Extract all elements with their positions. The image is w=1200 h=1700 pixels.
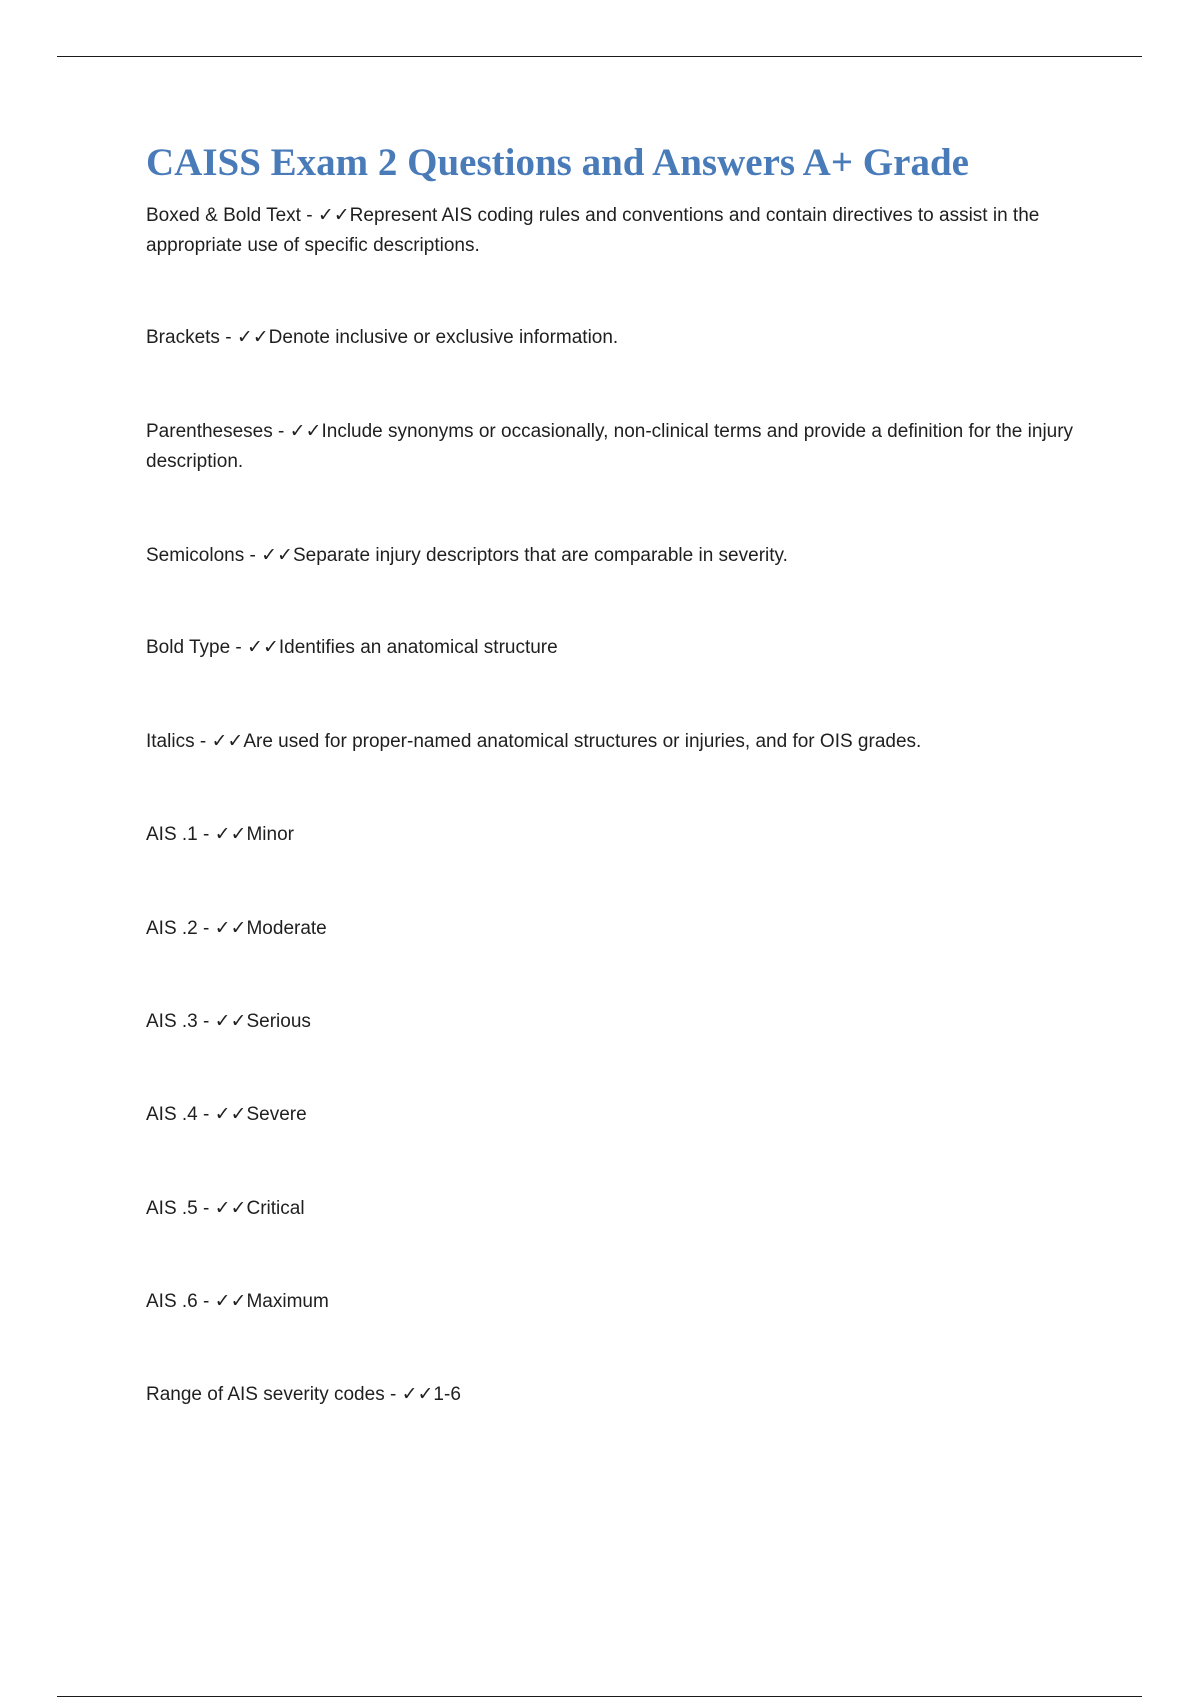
qa-answer: Separate injury descriptors that are comparable in severity. xyxy=(292,544,788,566)
qa-answer: 1-6 xyxy=(433,1383,461,1405)
qa-term: Range of AIS severity codes xyxy=(146,1383,385,1405)
qa-item xyxy=(146,417,1091,477)
checkmark-icon: ✓✓ xyxy=(214,1197,247,1219)
qa-term: AIS .1 xyxy=(146,823,198,845)
checkmark-icon: ✓✓ xyxy=(401,1383,434,1405)
qa-separator: - xyxy=(197,823,215,845)
qa-separator: - xyxy=(194,730,212,752)
qa-separator: - xyxy=(300,204,318,226)
qa-answer: Severe xyxy=(246,1103,307,1125)
footer-rule xyxy=(57,1696,1142,1697)
document-body xyxy=(146,140,1091,1410)
qa-item xyxy=(146,1380,1091,1410)
qa-item xyxy=(146,820,1091,850)
qa-item xyxy=(146,1007,1091,1037)
qa-separator: - xyxy=(197,1197,215,1219)
qa-separator: - xyxy=(197,1010,215,1032)
qa-list xyxy=(146,201,1091,1410)
qa-item xyxy=(146,914,1091,944)
qa-item xyxy=(146,201,1091,261)
checkmark-icon: ✓✓ xyxy=(247,636,279,658)
checkmark-icon: ✓✓ xyxy=(214,1103,247,1125)
qa-term: AIS .6 xyxy=(146,1290,198,1312)
qa-separator: - xyxy=(272,420,290,442)
qa-term: AIS .4 xyxy=(146,1103,198,1125)
qa-separator: - xyxy=(197,917,215,939)
qa-answer: Identifies an anatomical structure xyxy=(278,636,558,658)
qa-answer: Are used for proper-named anatomical structures or injuries, and for OIS grades. xyxy=(243,730,922,752)
checkmark-icon: ✓✓ xyxy=(214,823,247,845)
qa-separator: - xyxy=(197,1290,215,1312)
qa-item xyxy=(146,1287,1091,1317)
qa-separator: - xyxy=(384,1383,402,1405)
qa-answer: Maximum xyxy=(246,1290,329,1312)
qa-answer: Serious xyxy=(246,1010,311,1032)
checkmark-icon: ✓✓ xyxy=(236,326,269,348)
qa-separator: - xyxy=(244,544,262,566)
checkmark-icon: ✓✓ xyxy=(214,1010,247,1032)
qa-term: AIS .3 xyxy=(146,1010,198,1032)
header-rule xyxy=(57,56,1142,57)
checkmark-icon: ✓✓ xyxy=(317,204,350,226)
qa-separator: - xyxy=(219,326,237,348)
qa-term: Italics xyxy=(146,730,195,752)
qa-item xyxy=(146,323,1091,353)
qa-item xyxy=(146,727,1091,757)
qa-answer: Moderate xyxy=(246,917,327,939)
qa-term: Semicolons xyxy=(146,544,245,566)
qa-separator: - xyxy=(197,1103,215,1125)
qa-answer: Minor xyxy=(246,823,294,845)
checkmark-icon: ✓✓ xyxy=(261,544,293,566)
qa-item xyxy=(146,633,1091,663)
qa-term: Parentheseses xyxy=(146,420,273,442)
qa-term: AIS .5 xyxy=(146,1197,198,1219)
qa-term: Boxed & Bold Text xyxy=(146,204,301,226)
qa-separator: - xyxy=(230,636,248,658)
qa-answer: Represent AIS coding rules and conventions and contain directives to assist in the appropriate use of specific descriptions. xyxy=(146,204,1040,256)
qa-term: Bold Type xyxy=(146,636,231,658)
checkmark-icon: ✓✓ xyxy=(289,420,322,442)
checkmark-icon: ✓✓ xyxy=(214,917,247,939)
document-title: CAISS Exam 2 Questions and Answers A+ Grade xyxy=(146,141,969,184)
qa-term: AIS .2 xyxy=(146,917,198,939)
checkmark-icon: ✓✓ xyxy=(211,730,244,752)
qa-answer: Critical xyxy=(246,1197,305,1219)
qa-answer: Include synonyms or occasionally, non-clinical terms and provide a definition for the injury description. xyxy=(146,420,1074,472)
qa-item xyxy=(146,1100,1091,1130)
qa-answer: Denote inclusive or exclusive information. xyxy=(268,326,619,348)
qa-item xyxy=(146,541,1091,571)
qa-item xyxy=(146,1194,1091,1224)
qa-term: Brackets xyxy=(146,326,220,348)
checkmark-icon: ✓✓ xyxy=(214,1290,247,1312)
